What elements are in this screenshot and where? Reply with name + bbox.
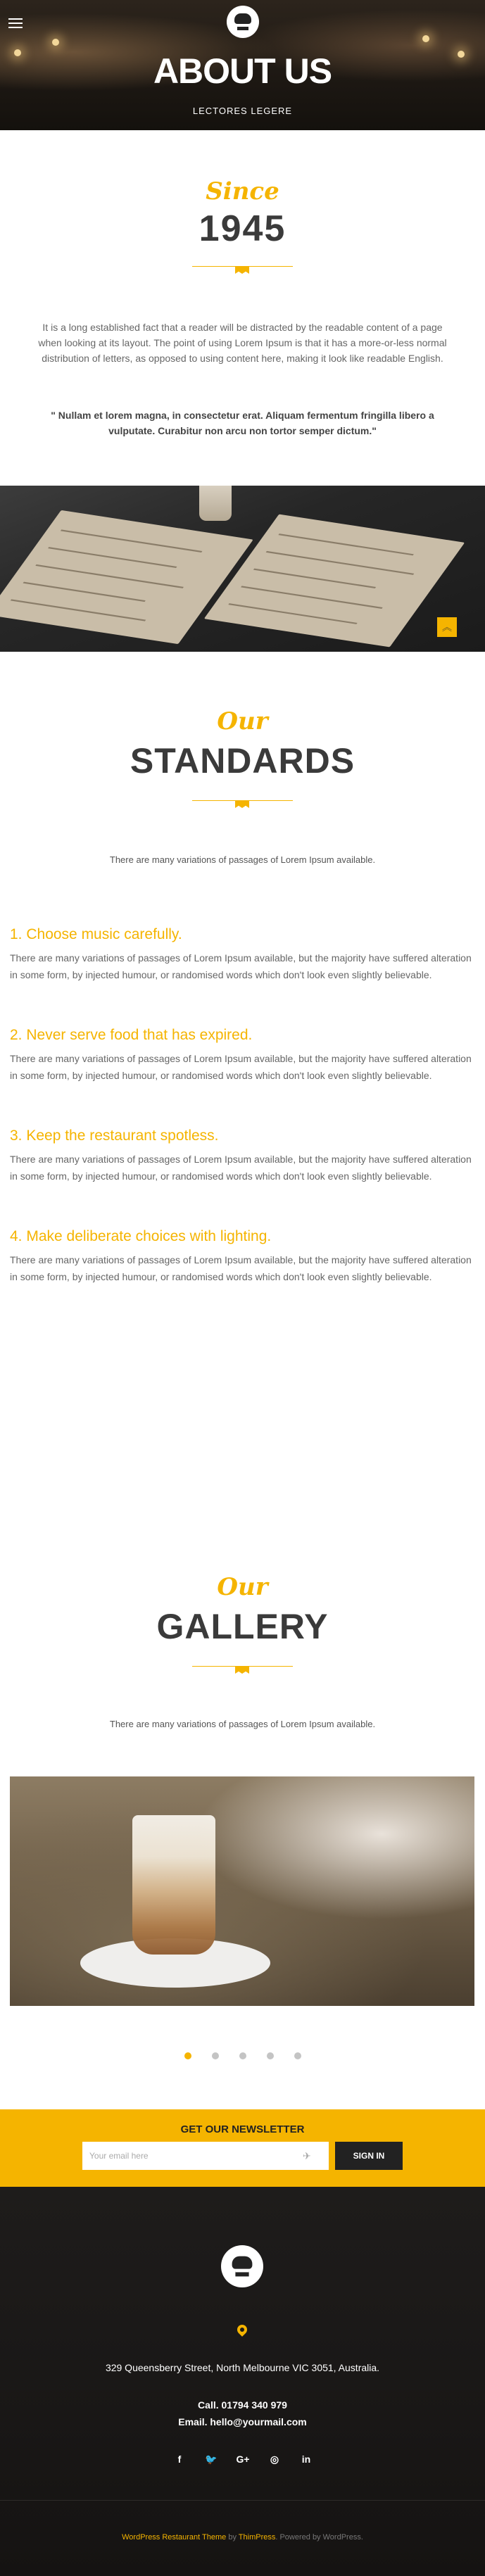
menu-card-image (0, 510, 253, 644)
about-script-heading: Since (206, 177, 279, 206)
latte-glass-image (132, 1815, 215, 1955)
credit-by-text: by (226, 2533, 239, 2542)
footer-address: 329 Queensberry Street, North Melbourne VIC 3051, Australia. (105, 2362, 380, 2373)
newsletter-signin-button[interactable]: SIGN IN (335, 2142, 403, 2170)
twitter-icon[interactable]: 🐦 (205, 2454, 218, 2465)
menu-card-image (204, 514, 465, 648)
theme-link[interactable]: WordPress Restaurant Theme (122, 2533, 227, 2542)
linkedin-icon[interactable]: in (301, 2454, 311, 2465)
glass-image (199, 486, 232, 521)
gallery-script-heading: Our (217, 1573, 268, 1601)
gallery-dot[interactable] (294, 2052, 301, 2059)
standards-script-heading: Our (217, 707, 268, 735)
credit-tail-text: . Powered by WordPress. (275, 2533, 363, 2542)
newsletter-section (0, 2109, 485, 2187)
about-year: 1945 (199, 208, 286, 249)
author-link[interactable]: ThimPress (238, 2533, 276, 2542)
footer-logo[interactable] (221, 2245, 263, 2287)
gallery-title: GALLERY (156, 1607, 329, 1646)
paper-plane-icon: ✈ (303, 2150, 311, 2161)
lamp-light (52, 39, 59, 46)
about-paragraph: It is a long established fact that a reader will be distracted by the readable content of a page when looking at its layout. The point of using Lorem Ipsum is that it has a more-or-less normal distribution of letters, as opposed to using content here, making it look like readable English. (38, 322, 447, 364)
chef-hat-icon (231, 2256, 253, 2277)
gallery-dot[interactable] (212, 2052, 219, 2059)
gallery-dot[interactable] (239, 2052, 246, 2059)
standard-item-title: 4. Make deliberate choices with lighting. (10, 1228, 272, 1244)
google-plus-icon[interactable]: G+ (236, 2454, 250, 2465)
standard-item-title: 1. Choose music carefully. (10, 926, 182, 942)
facebook-icon[interactable]: f (177, 2454, 182, 2465)
gallery-slide-image[interactable] (10, 1776, 474, 2006)
chef-hat-icon (234, 13, 252, 30)
hero-banner (0, 0, 485, 130)
footer-credit (0, 2533, 485, 2542)
standard-item-text: There are many variations of passages of Lorem Ipsum available, but the majority have suffered alteration in some form, by injected humour, or randomised words which don't look even slightly believable. (10, 1254, 472, 1282)
standard-item-text: There are many variations of passages of Lorem Ipsum available, but the majority have suffered alteration in some form, by injected humour, or randomised words which don't look even slightly believable. (10, 952, 472, 980)
gallery-dot[interactable] (267, 2052, 274, 2059)
footer-email: Email. hello@yourmail.com (178, 2416, 307, 2427)
section-divider (192, 264, 293, 274)
section-divider (192, 1664, 293, 1674)
standard-item-title: 2. Never serve food that has expired. (10, 1027, 253, 1043)
social-links (169, 2454, 317, 2469)
section-divider (192, 798, 293, 808)
about-quote: " Nullam et lorem magna, in consectetur erat. Aliquam fermentum fringilla libero a vulputate. Curabitur non arcu non tortor semper dictum." (51, 410, 434, 436)
standard-item-text: There are many variations of passages of Lorem Ipsum available, but the majority have suffered alteration in some form, by injected humour, or randomised words which don't look even slightly believable. (10, 1154, 472, 1182)
logo[interactable] (227, 6, 259, 38)
footer-phone: Call. 01794 340 979 (198, 2399, 287, 2411)
chevron-up-icon: ︽ (442, 621, 452, 633)
location-pin-icon (237, 2325, 248, 2339)
standards-intro: There are many variations of passages of Lorem Ipsum available. (109, 854, 376, 865)
standard-item-title: 3. Keep the restaurant spotless. (10, 1128, 219, 1144)
footer (0, 2187, 485, 2576)
newsletter-email-input[interactable] (82, 2142, 329, 2170)
gallery-dot[interactable] (184, 2052, 191, 2059)
gallery-pagination (184, 2052, 301, 2062)
menu-photo (0, 486, 485, 652)
page-title: ABOUT US (153, 51, 332, 91)
dribbble-icon[interactable]: ◎ (270, 2454, 279, 2465)
page-subtitle: LECTORES LEGERE (192, 106, 293, 116)
standards-title: STANDARDS (130, 741, 355, 781)
standard-item-text: There are many variations of passages of Lorem Ipsum available, but the majority have suffered alteration in some form, by injected humour, or randomised words which don't look even slightly believable. (10, 1053, 472, 1081)
scroll-to-top-button[interactable] (437, 617, 457, 637)
newsletter-title: GET OUR NEWSLETTER (180, 2123, 305, 2135)
menu-icon[interactable] (8, 18, 23, 28)
lamp-light (422, 35, 429, 42)
gallery-intro: There are many variations of passages of Lorem Ipsum available. (109, 1719, 376, 1729)
footer-divider (0, 2500, 485, 2501)
